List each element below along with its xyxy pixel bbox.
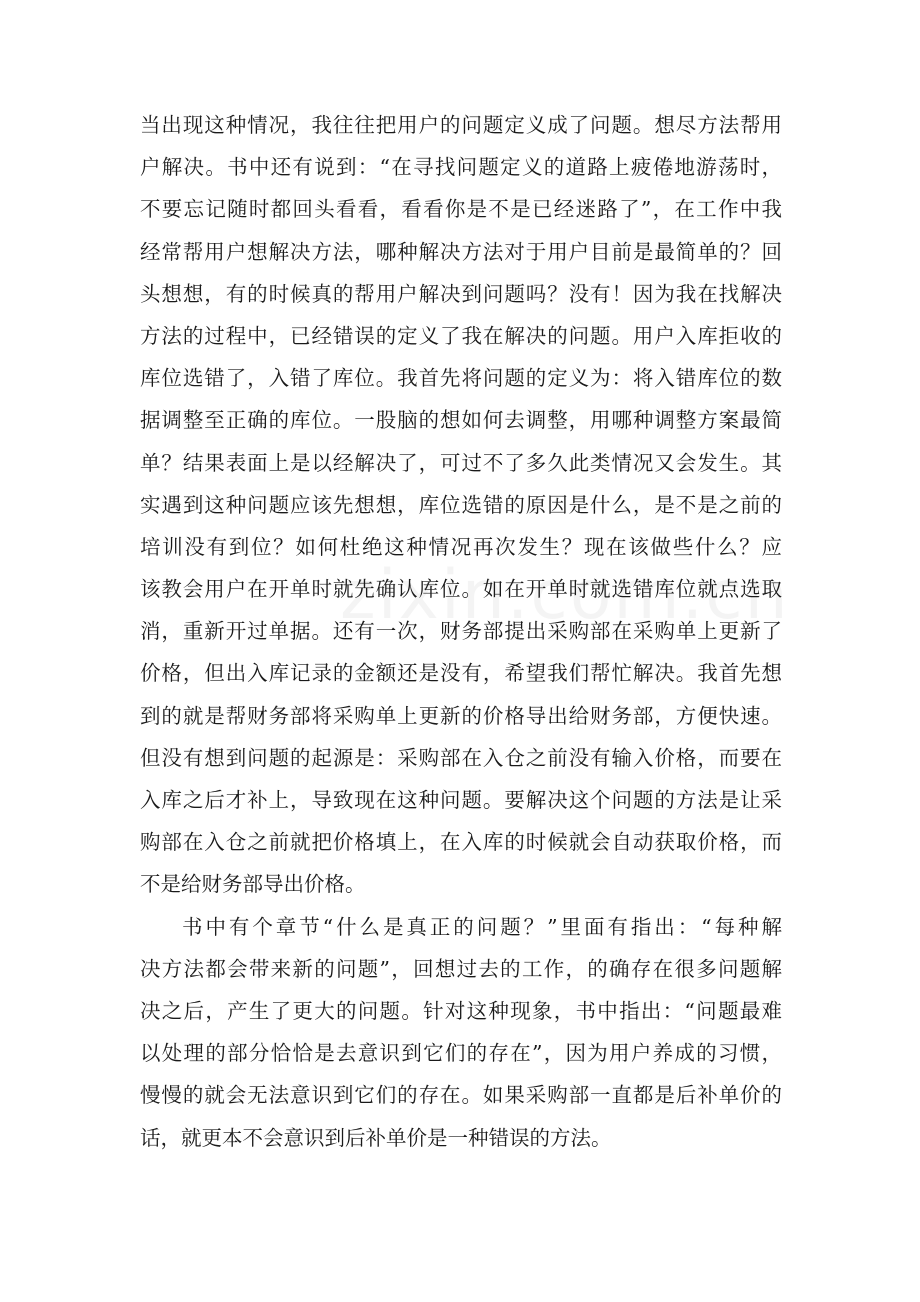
text-line: 购部在入仓之前就把价格填上，在入库的时候就会自动获取价格，而 (140, 830, 782, 855)
text-line: 当出现这种情况，我往往把用户的问题定义成了问题。想尽方法帮用 (140, 113, 782, 137)
text-line: 库位选错了，入错了库位。我首先将问题的定义为：将入错库位的数 (140, 366, 782, 391)
text-line: 单？结果表面上是以经解决了，可过不了多久此类情况又会发生。其 (140, 450, 782, 475)
text-line: 入库之后才补上，导致现在这种问题。要解决这个问题的方法是让采 (140, 788, 782, 812)
text-line: 培训没有到位？如何杜绝这种情况再次发生？现在该做些什么？应 (140, 534, 782, 559)
document-body (140, 104, 782, 1159)
text-line: 书中有个章节“什么是真正的问题？”里面有指出：“每种解 (182, 914, 782, 939)
text-line: 到的就是帮财务部将采购单上更新的价格导出给财务部，方便快速。 (140, 703, 782, 728)
text-line: 但没有想到问题的起源是：采购部在入仓之前没有输入价格，而要在 (140, 745, 782, 770)
text-line: 决方法都会带来新的问题”，回想过去的工作，的确存在很多问题解 (140, 956, 782, 981)
text-line: 方法的过程中，已经错误的定义了我在解决的问题。用户入库拒收的 (140, 323, 782, 348)
text-line: 慢慢的就会无法意识到它们的存在。如果采购部一直都是后补单价的 (140, 1083, 782, 1108)
text-line: 头想想，有的时候真的帮用户解决到问题吗？没有！因为我在找解决 (140, 281, 782, 306)
text-line: 不要忘记随时都回头看看，看看你是不是已经迷路了”，在工作中我 (140, 197, 782, 222)
text-line: 消，重新开过单据。还有一次，财务部提出采购部在采购单上更新了 (140, 619, 782, 644)
text-line: 不是给财务部导出价格。 (140, 872, 366, 897)
text-line: 据调整至正确的库位。一股脑的想如何去调整，用哪种调整方案最简 (140, 408, 782, 433)
text-line: 实遇到这种问题应该先想想，库位选错的原因是什么，是不是之前的 (140, 492, 782, 517)
paragraph-2 (140, 906, 782, 1159)
text-line: 价格，但出入库记录的金额还是没有，希望我们帮忙解决。我首先想 (140, 661, 782, 686)
text-line: 以处理的部分恰恰是去意识到它们的存在”，因为用户养成的习惯， (140, 1041, 782, 1066)
text-line: 户解决。书中还有说到：“在寻找问题定义的道路上疲倦地游荡时， (140, 155, 782, 180)
text-line: 该教会用户在开单时就先确认库位。如在开单时就选错库位就点选取 (140, 577, 782, 602)
text-line: 话，就更本不会意识到后补单价是一种错误的方法。 (140, 1125, 612, 1150)
text-line: 决之后，产生了更大的问题。针对这种现象，书中指出：“问题最难 (140, 998, 782, 1023)
text-line: 经常帮用户想解决方法，哪种解决方法对于用户目前是最简单的？回 (140, 239, 782, 264)
paragraph-1 (140, 104, 782, 906)
